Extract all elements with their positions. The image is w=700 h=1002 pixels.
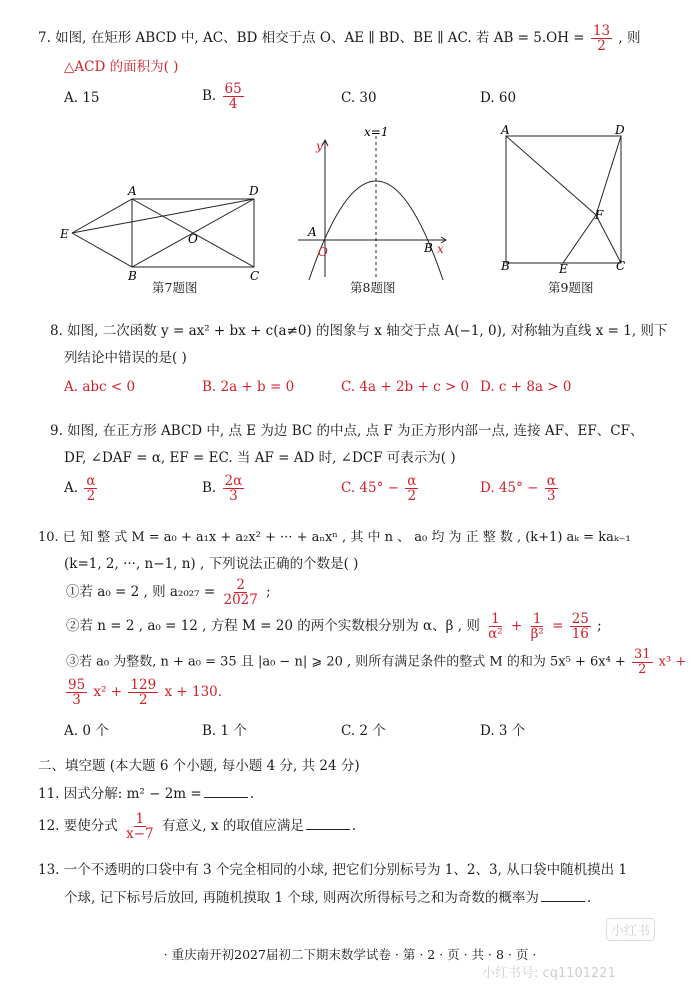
- q10-option-b: B. 1 个: [202, 723, 247, 739]
- fig9-label-f: F: [595, 208, 604, 222]
- fig8-label-a: A: [308, 225, 317, 239]
- q9-line2: DF, ∠DAF = α, EF = EC. 当 AF = AD 时, ∠DCF 可表示为( ): [64, 450, 456, 466]
- fig7-label-d: D: [249, 184, 259, 198]
- q7-fraction: $\frac{13}{2}$: [592, 23, 611, 55]
- q9-option-c: C. 45° − $\frac{\alpha}{2}$: [341, 473, 417, 505]
- q10-option-d: D. 3 个: [480, 723, 526, 739]
- q12-answer-blank[interactable]: [306, 829, 350, 830]
- fig9-label-a: A: [501, 124, 510, 137]
- q11: 11. 因式分解: m² − 2m = .: [38, 786, 254, 802]
- q7-option-b: B. $\frac{65}{4}$: [202, 81, 242, 113]
- fig9-label-c: C: [616, 259, 626, 273]
- q10-line1: 10. 已 知 整 式 M = a₀ + a₁x + a₂x² + ··· + aₙxⁿ , 其 中 n 、 a₀ 均 为 正 整 数 , (k+1) aₖ = kaₖ₋₁: [38, 530, 631, 545]
- fig8-label-x: x: [437, 242, 444, 256]
- watermark-logo: 小红书: [606, 918, 655, 941]
- q9-option-a: A. $\frac{\alpha}{2}$: [64, 473, 96, 505]
- q7-option-d: D. 60: [480, 90, 517, 106]
- q8-option-a: A. abc < 0: [64, 379, 136, 395]
- q13-answer-blank[interactable]: [541, 901, 585, 902]
- watermark-id: 小红书号: cq1101221: [482, 966, 616, 981]
- q8-option-c: C. 4a + 2b + c > 0: [341, 379, 470, 395]
- fig9-label-e: E: [559, 262, 568, 276]
- q8-line1: 8. 如图, 二次函数 y = ax² + bx + c(a≠0) 的图象与 x 轴交于点 A(−1, 0), 对称轴为直线 x = 1, 则下: [50, 323, 668, 339]
- q8-option-b: B. 2a + b = 0: [202, 379, 295, 395]
- fig9-label-d: D: [615, 124, 625, 137]
- fig7-caption: 第7题图: [152, 280, 198, 295]
- q10-statement-3-cont: $\frac{95}{3}$ x² + $\frac{129}{2}$ x + 130.: [68, 677, 223, 709]
- q8-line2: 列结论中错误的是( ): [64, 350, 187, 366]
- fig7-label-a: A: [128, 184, 137, 198]
- figure-9: [496, 124, 636, 276]
- q10-option-a: A. 0 个: [64, 723, 109, 739]
- q10-line2: (k=1, 2, ···, n−1, n) , 下列说法正确的个数是( ): [64, 556, 359, 572]
- fig8-label-b: B: [424, 241, 433, 255]
- figure-7: [58, 180, 270, 280]
- fig9-label-b: B: [501, 259, 510, 273]
- q10-statement-1: ①若 a₀ = 2 , 则 a₂₀₂₇ = $\frac{2}{2027}$ ;: [66, 577, 271, 609]
- q9-line1: 9. 如图, 在正方形 ABCD 中, 点 E 为边 BC 的中点, 点 F 为正方形内部一点, 连接 AF、EF、CF、: [50, 423, 644, 439]
- fig9-caption: 第9题图: [548, 280, 594, 295]
- q12: 12. 要使分式 $\frac{1}{x-7}$ 有意义, x 的取值应满足 .: [38, 811, 357, 843]
- section-2-title: 二、填空题 (本大题 6 个小题, 每小题 4 分, 共 24 分): [38, 758, 360, 774]
- q7-option-a: A. 15: [64, 90, 100, 106]
- page-footer: · 重庆南开初2027届初二下期末数学试卷 · 第 · 2 · 页 · 共 · 8 · 页 ·: [163, 947, 537, 962]
- q9-option-b: B. $\frac{2\alpha}{3}$: [202, 473, 243, 505]
- figure-8: [296, 122, 456, 282]
- fig8-caption: 第8题图: [350, 280, 396, 295]
- fig8-axis-label: x=1: [364, 125, 389, 139]
- q11-answer-blank[interactable]: [204, 797, 248, 798]
- fig7-label-e: E: [60, 227, 69, 241]
- fig7-label-c: C: [250, 269, 260, 280]
- q9-option-d: D. 45° − $\frac{\alpha}{3}$: [480, 473, 556, 505]
- fig7-label-b: B: [128, 269, 137, 280]
- q8-option-d: D. c + 8a > 0: [480, 379, 572, 395]
- q10-statement-2: ②若 n = 2 , a₀ = 12 , 方程 M = 20 的两个实数根分别为 α、β , 则 $\frac{1}{\text{α²}}$ + $\frac{1}{\text{β²}}$ = $\frac{25}{16}$ ;: [66, 611, 602, 643]
- q7-option-c: C. 30: [341, 90, 377, 106]
- q7-line1: 7. 如图, 在矩形 ABCD 中, AC、BD 相交于点 O、AE ∥ BD、BE ∥ AC. 若 AB = 5.OH = $\frac{13}{2}$ , 则: [38, 23, 641, 55]
- q7-line2: △ACD 的面积为( ): [64, 59, 179, 75]
- fig8-label-y: y: [316, 139, 323, 153]
- fig8-label-o: O: [318, 245, 328, 259]
- q10-statement-3: ③若 a₀ 为整数, n + a₀ = 35 且 |a₀ − n| ⩾ 20 , 则所有满足条件的整式 M 的和为 5x⁵ + 6x⁴ + $\frac{31}{2}$ x³ +: [66, 647, 687, 677]
- q13-line1: 13. 一个不透明的口袋中有 3 个完全相同的小球, 把它们分别标号为 1、2、3, 从口袋中随机摸出 1: [38, 862, 628, 878]
- q13-line2: 个球, 记下标号后放回, 再随机摸取 1 个球, 则两次所得标号之和为奇数的概率为 .: [64, 890, 592, 906]
- fig7-label-o: O: [188, 232, 198, 246]
- q10-option-c: C. 2 个: [341, 723, 386, 739]
